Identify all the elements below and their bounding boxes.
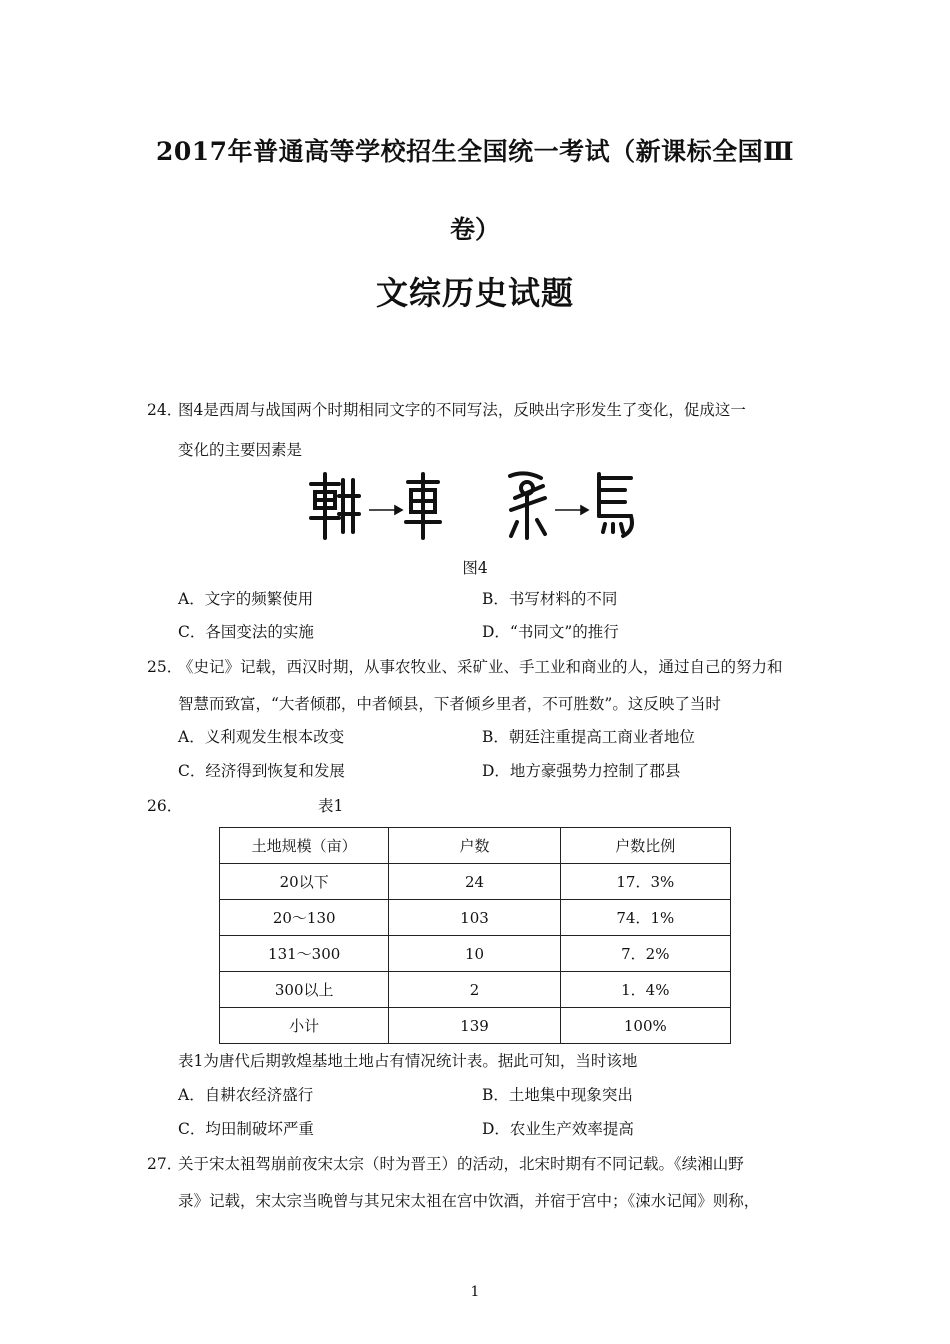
- exam-title-line1: 2017年普通高等学校招生全国统一考试（新课标全国Ⅲ: [155, 137, 795, 166]
- q24-option-c[interactable]: C．各国变法的实施: [178, 623, 314, 641]
- table-header-row: [220, 828, 731, 864]
- q26-text: 表1为唐代后期敦煌基地土地占有情况统计表。据此可知，当时该地: [178, 1052, 638, 1070]
- q25-number: 25．: [147, 658, 183, 676]
- q25-option-b[interactable]: B．朝廷注重提高工商业者地位: [482, 728, 695, 746]
- table-row: [220, 972, 731, 1008]
- cell-households: 139: [389, 1008, 560, 1044]
- table-row-total: [220, 1008, 731, 1044]
- exam-title-line2: 卷）: [449, 215, 500, 244]
- cell-land-scale: 300以上: [220, 972, 389, 1008]
- header-household-ratio: 户数比例: [560, 828, 730, 864]
- table-row: [220, 900, 731, 936]
- che-old-glyph: [311, 474, 359, 538]
- che-new-glyph: [406, 474, 440, 538]
- cell-ratio: 17．3%: [560, 864, 730, 900]
- q25-option-d[interactable]: D．地方豪强势力控制了郡县: [482, 762, 681, 780]
- page-number: 1: [470, 1284, 480, 1300]
- figure-4-svg: [305, 466, 645, 542]
- cell-households: 2: [389, 972, 560, 1008]
- ma-old-glyph: [510, 473, 545, 538]
- arrow-2: [555, 506, 588, 514]
- land-ownership-table: [219, 827, 731, 1044]
- cell-land-scale: 20～130: [220, 900, 389, 936]
- figure-4-caption: 图4: [462, 559, 488, 577]
- cell-households: 103: [389, 900, 560, 936]
- cell-ratio: 74．1%: [560, 900, 730, 936]
- q26-number: 26．: [147, 797, 183, 815]
- table-1-title: 表1: [318, 797, 344, 815]
- q25-text-line2: 智慧而致富，“大者倾郡，中者倾县，下者倾乡里者，不可胜数”。这反映了当时: [178, 695, 721, 713]
- q26-option-c[interactable]: C．均田制破坏严重: [178, 1120, 314, 1138]
- q27-text-line2: 录》记载，宋太宗当晚曾与其兄宋太祖在宫中饮酒，并宿于宫中；《涑水记闻》则称，: [178, 1192, 760, 1210]
- header-households: 户数: [389, 828, 560, 864]
- q24-option-a[interactable]: A．文字的频繁使用: [178, 590, 314, 608]
- q27-text-line1: 关于宋太祖驾崩前夜宋太宗（时为晋王）的活动，北宋时期有不同记载。《续湘山野: [178, 1155, 744, 1173]
- cell-land-scale: 小计: [220, 1008, 389, 1044]
- table-row: [220, 864, 731, 900]
- q24-text-line2: 变化的主要因素是: [178, 441, 303, 459]
- q25-option-a[interactable]: A．义利观发生根本改变: [178, 728, 345, 746]
- figure-4-glyphs: [305, 466, 645, 546]
- cell-ratio: 100%: [560, 1008, 730, 1044]
- q27-number: 27．: [147, 1155, 183, 1173]
- q24-option-d[interactable]: D．“书同文”的推行: [482, 623, 619, 641]
- cell-households: 10: [389, 936, 560, 972]
- q26-option-b[interactable]: B．土地集中现象突出: [482, 1086, 633, 1104]
- q24-option-b[interactable]: B．书写材料的不同: [482, 590, 618, 608]
- arrow-1: [369, 506, 402, 514]
- cell-ratio: 7．2%: [560, 936, 730, 972]
- cell-ratio: 1．4%: [560, 972, 730, 1008]
- q24-number: 24．: [147, 401, 183, 419]
- header-land-scale: 土地规模（亩）: [220, 828, 389, 864]
- cell-land-scale: 20以下: [220, 864, 389, 900]
- cell-land-scale: 131～300: [220, 936, 389, 972]
- table-row: [220, 936, 731, 972]
- q24-text-line1: 图4是西周与战国两个时期相同文字的不同写法，反映出字形发生了变化，促成这一: [178, 401, 746, 419]
- exam-subtitle: 文综历史试题: [375, 274, 574, 312]
- q25-text-line1: 《史记》记载，西汉时期，从事农牧业、采矿业、手工业和商业的人，通过自己的努力和: [178, 658, 783, 676]
- q26-option-d[interactable]: D．农业生产效率提高: [482, 1120, 634, 1138]
- q26-option-a[interactable]: A．自耕农经济盛行: [178, 1086, 314, 1104]
- cell-households: 24: [389, 864, 560, 900]
- q25-option-c[interactable]: C．经济得到恢复和发展: [178, 762, 345, 780]
- ma-new-glyph: [599, 474, 632, 536]
